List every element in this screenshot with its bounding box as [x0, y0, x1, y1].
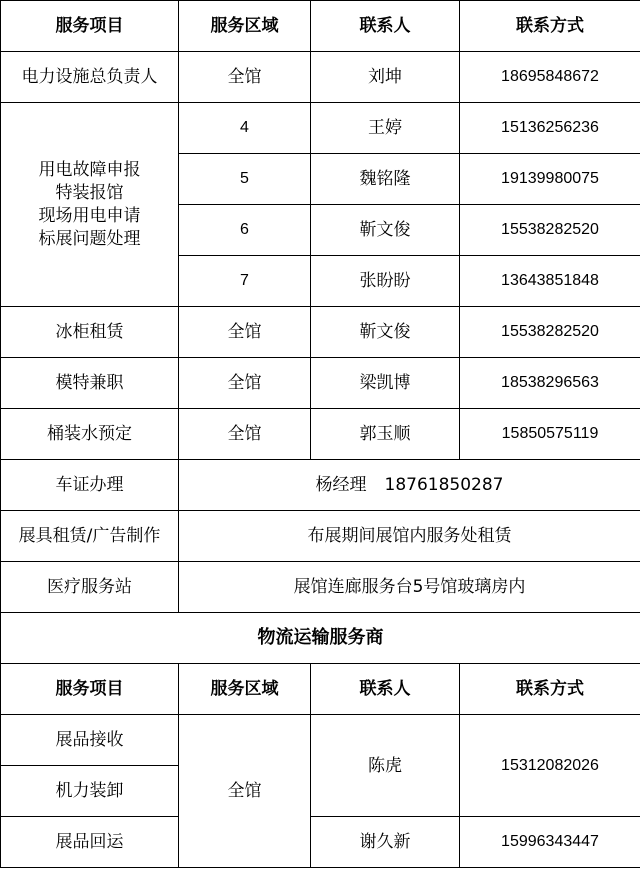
- service-item-cell: 展品回运: [1, 817, 179, 868]
- phone-cell: 19139980075: [460, 154, 640, 205]
- contact-cell: 梁凯博: [311, 358, 460, 409]
- contact-cell: 谢久新: [311, 817, 460, 868]
- contact-cell: 魏铭隆: [311, 154, 460, 205]
- table-row: [1, 562, 640, 613]
- service-item-cell: 展品接收: [1, 715, 179, 766]
- contact-cell: 郭玉顺: [311, 409, 460, 460]
- service-area-cell: 全馆: [179, 307, 311, 358]
- service-item-cell: 桶装水预定: [1, 409, 179, 460]
- phone-cell: 15136256236: [460, 103, 640, 154]
- table-row: [1, 103, 640, 154]
- header-row: [1, 1, 640, 52]
- service-area-cell: 4: [179, 103, 311, 154]
- service-area-cell: 6: [179, 205, 311, 256]
- table-row: [1, 307, 640, 358]
- service-area-cell: 7: [179, 256, 311, 307]
- header-contact: 联系人: [311, 1, 460, 52]
- service-item-cell: 医疗服务站: [1, 562, 179, 613]
- header-row: [1, 664, 640, 715]
- logistics-section-title: 物流运输服务商: [1, 613, 640, 664]
- table-row: [1, 511, 640, 562]
- vehicle-pass-contact-cell: [179, 460, 640, 511]
- phone-cell: 15850575119: [460, 409, 640, 460]
- service-item-cell: 展具租赁/广告制作: [1, 511, 179, 562]
- service-item-cell: [1, 103, 179, 307]
- contact-cell: 刘坤: [311, 52, 460, 103]
- phone-cell: 15538282520: [460, 307, 640, 358]
- table-row: [1, 817, 640, 868]
- contact-cell: 王婷: [311, 103, 460, 154]
- service-item-cell: 车证办理: [1, 460, 179, 511]
- medical-info: 展馆连廊服务台5号馆玻璃房内: [179, 562, 640, 613]
- phone-cell: 15538282520: [460, 205, 640, 256]
- contact-cell: 靳文俊: [311, 307, 460, 358]
- header-service-item: 服务项目: [1, 664, 179, 715]
- phone-cell: 18695848672: [460, 52, 640, 103]
- table-row: [1, 460, 640, 511]
- service-item-cell: 模特兼职: [1, 358, 179, 409]
- service-area-cell: 全馆: [179, 358, 311, 409]
- vehicle-pass-contact: 杨经理: [315, 475, 367, 495]
- section-title-row: [1, 613, 640, 664]
- contact-cell: 陈虎: [311, 715, 460, 817]
- service-area-cell: 全馆: [179, 52, 311, 103]
- header-service-area: 服务区域: [179, 1, 311, 52]
- service-area-cell: 全馆: [179, 409, 311, 460]
- phone-cell: 18538296563: [460, 358, 640, 409]
- header-service-item: 服务项目: [1, 1, 179, 52]
- service-area-cell: 全馆: [179, 715, 311, 868]
- vehicle-pass-phone: 18761850287: [384, 475, 504, 495]
- table-row: [1, 52, 640, 103]
- header-service-area: 服务区域: [179, 664, 311, 715]
- service-area-cell: 5: [179, 154, 311, 205]
- service-item-cell: 冰柜租赁: [1, 307, 179, 358]
- phone-cell: 15996343447: [460, 817, 640, 868]
- table-row: [1, 409, 640, 460]
- phone-cell: 15312082026: [460, 715, 640, 817]
- header-phone: 联系方式: [460, 664, 640, 715]
- header-contact: 联系人: [311, 664, 460, 715]
- contact-cell: 靳文俊: [311, 205, 460, 256]
- booth-rental-info: 布展期间展馆内服务处租赁: [179, 511, 640, 562]
- service-item-cell: 机力装卸: [1, 766, 179, 817]
- table-row: [1, 715, 640, 766]
- electric-fault-items: 用电故障申报 特装报馆 现场用电申请 标展问题处理: [38, 159, 141, 249]
- table-row: [1, 358, 640, 409]
- service-item-cell: 电力设施总负责人: [1, 52, 179, 103]
- header-phone: 联系方式: [460, 1, 640, 52]
- contact-cell: 张盼盼: [311, 256, 460, 307]
- phone-cell: 13643851848: [460, 256, 640, 307]
